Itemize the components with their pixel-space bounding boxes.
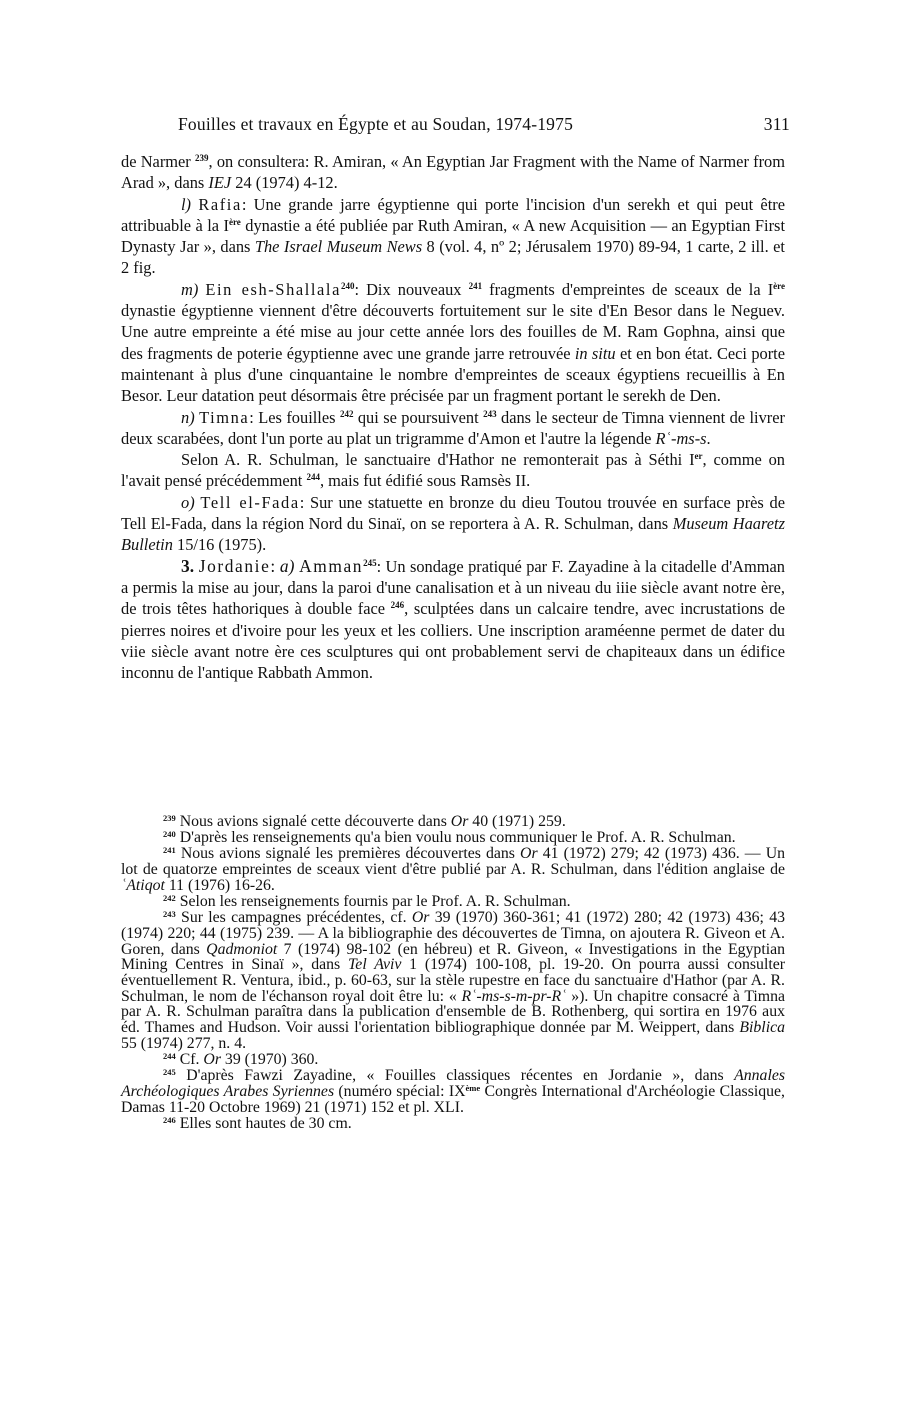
footnote-245: $^{245}$ D'après Fawzi Zayadine, « Fouilles classiques récentes en Jordanie », dans Annales Archéologiques Arabes Syriennes (numéro spécial: IXème Congrès International d'Archéologie Classique, Damas 11-20 Octobre 1969) 21 (1971) 152 et pl. XLI. (121, 1067, 785, 1116)
footnotes (121, 814, 785, 1132)
footnote-242: $^{242}$ Selon les renseignements fournis par le Prof. A. R. Schulman. (163, 893, 571, 911)
section-heading: Jordanie (198, 555, 271, 576)
site-name: Amman (299, 555, 364, 576)
footnote-241: $^{241}$ Nous avions signalé les premières découvertes dans Or 41 (1972) 279; 42 (1973) 436. — Un lot de quatorze empreintes de sceaux vient d'être publié par A. R. Schulman, dans l'édition anglaise de ʿAtiqot 11 (1976) 16-26. (121, 845, 785, 894)
paragraph-rafia: l) Rafia: Une grande jarre égyptienne qui porte l'incision d'un serekh et qui peut être attribuable à la Ière dynastie a été publiée par Ruth Amiran, « A new Acquisition — an Egyptian First Dynasty Jar », dans The Israel Museum News 8 (vol. 4, nº 2; Jérusalem 1970) 89-94, 1 carte, 2 ill. et 2 fig. (121, 194, 785, 278)
site-name: Tell el-Fada (200, 492, 300, 512)
page-header (148, 114, 790, 138)
footnote-244: $^{244}$ Cf. Or 39 (1970) 360. (163, 1051, 319, 1069)
footnote-243: $^{243}$ Sur les campagnes précédentes, cf. Or 39 (1970) 360-361; 41 (1972) 280; 42 (1973) 436; 43 (1974) 220; 44 (1975) 239. — A la bibliographie des découvertes de Timna, on ajoutera R. Giveon et A. Goren, dans Qadmoniot 7 (1974) 98-102 (en hébreu) et R. Giveon, « Investigations in the Egyptian Mining Centres in Sinaï », dans Tel Aviv 1 (1974) 100-108, pl. 19-20. On pourra aussi consulter éventuellement R. Ventura, ibid., p. 60-63, sur la stèle rupestre en face du sanctuaire d'Hathor (par A. R. Schulman, le nom de l'échanson royal doit être lu: « Rʿ-ms-s-m-pr-Rʿ »). Un chapitre consacré à Timna par A. R. Schulman paraîtra dans la publication d'ensemble de B. Rothenberg, qui sortira en 1976 aux éd. Thames and Hudson. Voir aussi l'orientation bibliographique donnée par M. Weippert, dans Biblica 55 (1974) 277, n. 4. (121, 909, 786, 1052)
paragraph-jordanie-amman: 3. Jordanie: a) Amman$^{245}$: Un sondage pratiqué par F. Zayadine à la citadelle d'Amman a permis la mise au jour, dans la paroi d'une canalisation et à un niveau du iiie siècle avant notre ère, de trois têtes hathoriques à double face $^{246}$, sculptées dans un calcaire tendre, avec incrustations de pierres noires et d'ivoire pour les yeux et les colliers. Une inscription araméenne permet de dater du viie siècle avant notre ère ces sculptures qui ont probablement servi de chapiteaux dans un édifice inconnu de l'antique Rabbath Ammon. (121, 555, 785, 683)
footnote-239: $^{239}$ Nous avions signalé cette découverte dans Or 40 (1971) 259. (163, 813, 566, 830)
paragraph-timna: n) Timna: Les fouilles $^{242}$ qui se poursuivent $^{243}$ dans le secteur de Timna viennent de livrer deux scarabées, dont l'un porte au plat un trigramme d'Amon et l'autre la légende Rʿ-ms-s. (121, 407, 785, 448)
paragraph-schulman-hathor: Selon A. R. Schulman, le sanctuaire d'Hathor ne remonterait pas à Séthi Ier, comme on l'avait pensé précédemment $^{244}$, mais fut édifié sous Ramsès II. (121, 450, 785, 491)
paragraph-tell-el-fada: o) Tell el-Fada: Sur une statuette en bronze du dieu Toutou trouvée en surface près de Tell El-Fada, dans la région Nord du Sinaï, on se reportera à A. R. Schulman, dans Museum Haaretz Bulletin 15/16 (1975). (121, 492, 785, 555)
site-name: Rafia (198, 194, 242, 214)
footnote-240: $^{240}$ D'après les renseignements qu'a bien voulu nous communiquer le Prof. A. R. Schulman. (163, 829, 736, 847)
site-name: Timna (199, 407, 250, 427)
paragraph-ein-esh-shallala: m) Ein esh-Shallala$^{240}$: Dix nouveaux $^{241}$ fragments d'empreintes de sceaux de la Ière dynastie égyptienne viennent d'être découverts fortuitement sur le site d'En Besor dans le Neguev. Une autre empreinte a été mise au jour cette année lors des fouilles de M. Ram Gophna, ainsi que des fragments de poterie égyptienne avec une grande jarre retrouvée in situ et en bon état. Ceci porte maintenant à plus d'une cinquantaine le nombre d'empreintes de sceaux égyptiens recueillis à En Besor. Leur datation peut désormais être précisée par un fragment portant le serekh de Den. (121, 279, 786, 406)
section-number: 3. (181, 555, 195, 576)
running-title: Fouilles et travaux en Égypte et au Soudan, 1974-1975 (178, 114, 574, 134)
page-number: 311 (763, 114, 790, 134)
site-name: Ein esh-Shallala (205, 279, 341, 299)
paragraph-narmer: de Narmer $^{239}$, on consultera: R. Amiran, « An Egyptian Jar Fragment with the Name of Narmer from Arad », dans IEJ 24 (1974) 4-12. (121, 152, 786, 193)
body-text (121, 151, 785, 683)
footnote-246: $^{246}$ Elles sont hautes de 30 cm. (163, 1114, 352, 1132)
